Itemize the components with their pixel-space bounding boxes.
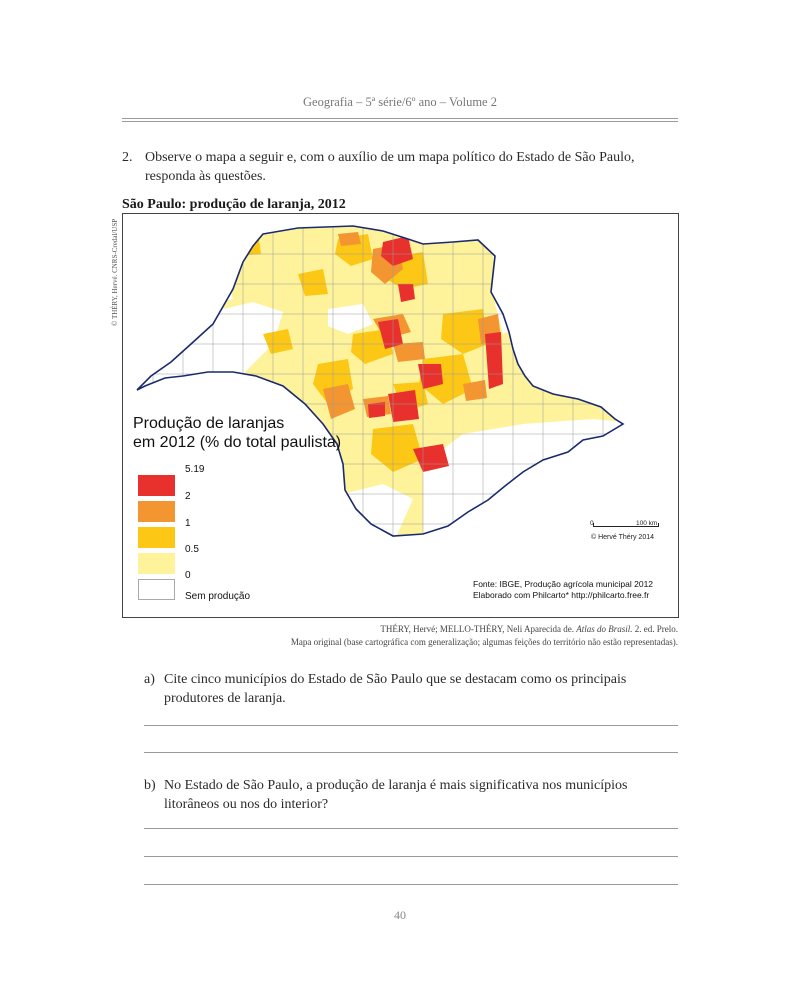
question-a [144, 670, 678, 708]
question-2-text: Observe o mapa a seguir e, com o auxílio de um mapa político do Estado de São Paulo, responda às questões. [145, 150, 635, 184]
figure-caption [118, 623, 678, 649]
map-source [473, 579, 653, 601]
map-author: © Hervé Théry 2014 [591, 534, 655, 541]
answer-line-a-2[interactable] [144, 752, 678, 753]
legend-swatch-gold [138, 527, 175, 548]
map-title: São Paulo: produção de laranja, 2012 [122, 197, 346, 212]
legend-tick-1: 1 [185, 518, 191, 529]
legend-tick-0: 0 [185, 570, 191, 581]
question-a-number: a) [144, 672, 155, 687]
scale-max-label: 100 km [636, 520, 658, 527]
caption-book: Atlas do Brasil. [576, 624, 633, 634]
caption-edition: 2. ed. Prelo. [634, 624, 678, 634]
legend-title-line-2: em 2012 (% do total paulista) [133, 434, 342, 451]
running-header: Geografia – 5ª série/6º ano – Volume 2 [303, 95, 497, 109]
page-number: 40 [394, 908, 406, 922]
question-2 [122, 148, 682, 186]
legend-swatch-yellow [138, 553, 175, 574]
legend-tick-5-19: 5.19 [185, 464, 205, 475]
legend-swatch-white [138, 579, 175, 600]
caption-note: Mapa original (base cartográfica com generalização; algumas feições do território não estão representadas). [290, 637, 678, 647]
scale-zero-label: 0 [590, 520, 594, 527]
header-rule-bottom [122, 121, 678, 122]
caption-citation [118, 623, 678, 636]
legend-no-production: Sem produção [185, 591, 251, 602]
map-source-line-2: Elaborado com Philcarto* http://philcarto.free.fr [473, 590, 650, 600]
legend-title-line-1: Produção de laranjas [133, 415, 285, 432]
map-source-line-1: Fonte: IBGE, Produção agrícola municipal 2012 [473, 579, 654, 589]
question-b-number: b) [144, 778, 156, 793]
legend-title [133, 414, 341, 452]
question-2-number: 2. [122, 150, 133, 165]
legend-tick-2: 2 [185, 491, 191, 502]
question-a-text: Cite cinco municípios do Estado de São Paulo que se destacam como os principais produtores de laranja. [164, 672, 627, 706]
legend-tick-0-5: 0.5 [185, 544, 199, 555]
legend-swatch-red [138, 475, 175, 496]
answer-line-b-1[interactable] [144, 828, 678, 829]
scale-bar [593, 523, 659, 527]
answer-line-b-3[interactable] [144, 884, 678, 885]
map-side-credit: © THÉRY, Hervé. CNRS-Credal/USP [111, 218, 119, 326]
header-rule-top [122, 118, 678, 119]
legend-swatch-orange [138, 501, 175, 522]
question-b [144, 776, 678, 814]
answer-line-a-1[interactable] [144, 725, 678, 726]
map-figure [122, 213, 679, 618]
question-b-text: No Estado de São Paulo, a produção de laranja é mais significativa nos municípios litorâneos ou nos do interior? [164, 778, 628, 812]
caption-authors: THÉRY, Hervé; MELLO-THÉRY, Neli Aparecida de. [380, 624, 574, 634]
answer-line-b-2[interactable] [144, 856, 678, 857]
